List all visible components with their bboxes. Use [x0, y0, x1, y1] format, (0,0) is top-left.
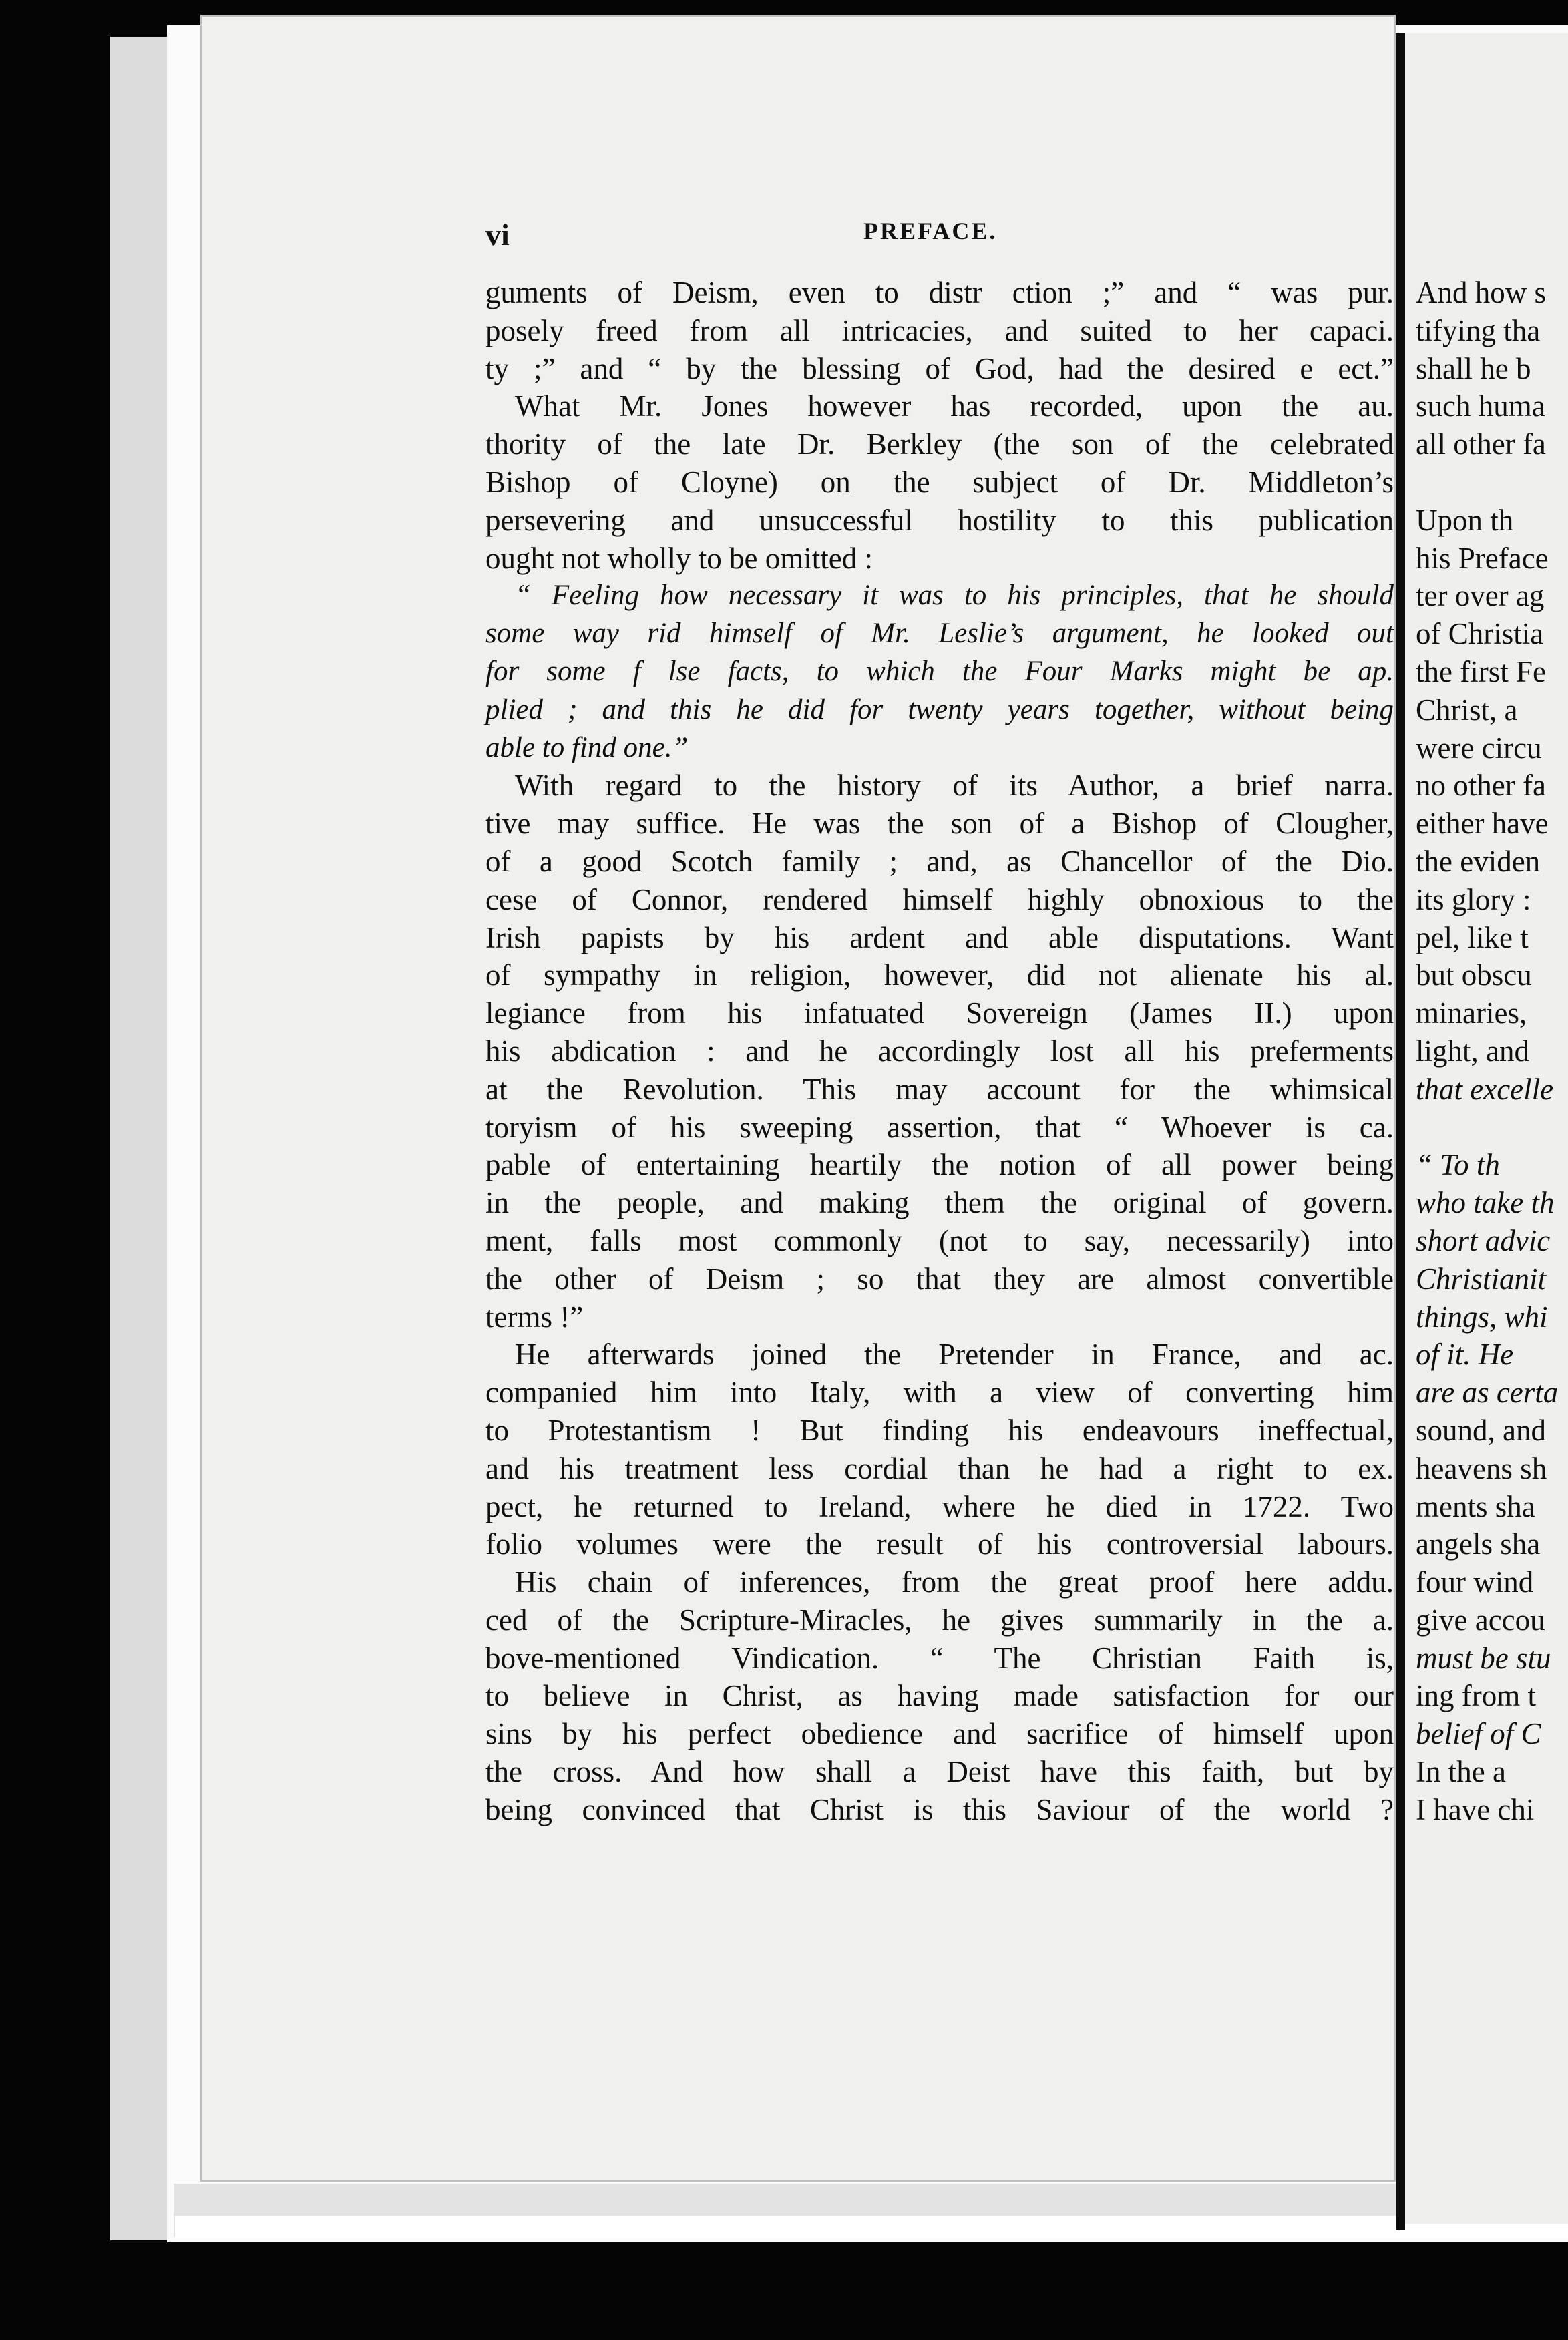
page-number: vi: [485, 218, 510, 252]
text-line: toryism of his sweeping assertion, that “ Whoever is ca.: [485, 1110, 1394, 1144]
text-line: ty ;” and “ by the blessing of God, had the desired e ect.”: [485, 351, 1394, 385]
right-page-line: no other fa: [1416, 769, 1546, 803]
right-page-line: the first Fe: [1416, 654, 1546, 689]
right-page-text: [1416, 274, 1568, 1829]
right-page-line: ing from t: [1416, 1679, 1536, 1713]
right-page-line: shall he b: [1416, 351, 1531, 385]
text-line: some way rid himself of Mr. Leslie’s argument, he looked out: [485, 618, 1394, 650]
text-line: Bishop of Cloyne) on the subject of Dr. Middleton’s: [485, 465, 1394, 499]
right-page-line: give accou: [1416, 1603, 1545, 1637]
right-page-line: Upon th: [1416, 503, 1514, 537]
text-line: to Protestantism ! But finding his endeavours ineffectual,: [485, 1413, 1394, 1447]
text-line: guments of Deism, even to distr ction ;” and “ was pur.: [485, 276, 1394, 309]
right-page-line: Christ, a: [1416, 693, 1518, 727]
right-page-line: all other fa: [1416, 427, 1546, 461]
text-line: He afterwards joined the Pretender in France, and ac.: [515, 1338, 1394, 1372]
text-line: able to find one.”: [485, 731, 689, 763]
text-line: to believe in Christ, as having made satisfaction for our: [485, 1679, 1394, 1713]
text-line: pable of entertaining heartily the notion of all power being: [485, 1148, 1394, 1182]
text-line: cese of Connor, rendered himself highly obnoxious to the: [485, 882, 1394, 916]
right-page-line: In the a: [1416, 1755, 1506, 1789]
text-line: thority of the late Dr. Berkley (the son of the celebrated: [485, 427, 1394, 461]
text-line: His chain of inferences, from the great proof here addu.: [515, 1565, 1394, 1599]
right-page-line: [1416, 463, 1568, 502]
text-line: tive may suffice. He was the son of a Bishop of Clougher,: [485, 807, 1394, 841]
right-page-line: four wind: [1416, 1565, 1534, 1599]
text-line: Irish papists by his ardent and able disputations. Want: [485, 920, 1394, 954]
right-page-line: “ To th: [1416, 1148, 1500, 1182]
text-line: ought not wholly to be omitted :: [485, 541, 873, 575]
text-line: of sympathy in religion, however, did not alienate his al.: [485, 958, 1394, 992]
text-line: What Mr. Jones however has recorded, upon the au.: [515, 389, 1394, 423]
text-line: ment, falls most commonly (not to say, necessarily) into: [485, 1223, 1394, 1257]
right-page-line: that excelle: [1416, 1072, 1554, 1106]
running-head: PREFACE.: [863, 218, 998, 244]
page-stack-edge: [175, 2216, 1568, 2238]
text-line: ced of the Scripture-Miracles, he gives summarily in the a.: [485, 1603, 1394, 1637]
right-page-line: ments sha: [1416, 1489, 1535, 1523]
right-page-line: are as certa: [1416, 1376, 1559, 1410]
text-line: and his treatment less cordial than he had a right to ex.: [485, 1451, 1394, 1485]
main-text-block: [485, 274, 1394, 1829]
text-line: terms !”: [485, 1300, 584, 1334]
right-page-line: And how s: [1416, 276, 1547, 309]
text-line: posely freed from all intricacies, and suited to her capaci.: [485, 313, 1394, 347]
text-line: his abdication : and he accordingly lost all his preferments: [485, 1034, 1394, 1068]
right-page-line: must be stu: [1416, 1641, 1551, 1675]
text-line: at the Revolution. This may account for the whimsical: [485, 1072, 1394, 1106]
right-page-line: tifying tha: [1416, 313, 1541, 347]
right-page-line: [1416, 1109, 1568, 1147]
right-page-line: such huma: [1416, 389, 1545, 423]
text-line: of a good Scotch family ; and, as Chancellor of the Dio.: [485, 844, 1394, 878]
book-gutter: [1396, 33, 1405, 2230]
right-page-line: sound, and: [1416, 1413, 1546, 1447]
right-page-line: its glory :: [1416, 882, 1531, 916]
right-page-line: the eviden: [1416, 844, 1541, 878]
right-page-line: belief of C: [1416, 1717, 1541, 1751]
text-line: persevering and unsuccessful hostility to this publication: [485, 503, 1394, 537]
text-line: bove-mentioned Vindication. “ The Christian Faith is,: [485, 1641, 1394, 1675]
right-page-line: light, and: [1416, 1034, 1529, 1068]
right-page-line: short advic: [1416, 1223, 1551, 1257]
right-page-line: pel, like t: [1416, 920, 1529, 954]
right-page-line: of it. He: [1416, 1338, 1514, 1372]
right-page-line: angels sha: [1416, 1527, 1541, 1561]
text-line: legiance from his infatuated Sovereign (James II.) upon: [485, 996, 1394, 1030]
text-line: the other of Deism ; so that they are almost convertible: [485, 1261, 1394, 1296]
text-line: With regard to the history of its Author, a brief narra.: [515, 769, 1394, 803]
right-page-line: things, whi: [1416, 1300, 1548, 1334]
text-line: for some f lse facts, to which the Four Marks might be ap.: [485, 655, 1394, 687]
right-page-line: either have: [1416, 807, 1549, 841]
text-line: sins by his perfect obedience and sacrifice of himself upon: [485, 1717, 1394, 1751]
right-page-line: Christianit: [1416, 1261, 1547, 1296]
text-line: in the people, and making them the original of govern.: [485, 1186, 1394, 1220]
right-page-line: of Christia: [1416, 617, 1544, 651]
right-page-line: ter over ag: [1416, 579, 1545, 613]
text-line: being convinced that Christ is this Saviour of the world ?: [485, 1792, 1394, 1826]
right-page-line: who take th: [1416, 1186, 1555, 1220]
text-line: plied ; and this he did for twenty years together, without being: [485, 693, 1394, 725]
text-line: pect, he returned to Ireland, where he died in 1722. Two: [485, 1489, 1394, 1523]
text-line: folio volumes were the result of his controversial labours.: [485, 1527, 1394, 1561]
text-line: “ Feeling how necessary it was to his principles, that he should: [515, 580, 1394, 612]
right-page-line: heavens sh: [1416, 1451, 1547, 1485]
right-page-line: I have chi: [1416, 1792, 1535, 1826]
right-page-line: were circu: [1416, 731, 1542, 765]
text-line: the cross. And how shall a Deist have this faith, but by: [485, 1755, 1394, 1789]
text-line: companied him into Italy, with a view of converting him: [485, 1376, 1394, 1410]
right-page-line: but obscu: [1416, 958, 1532, 992]
right-page-line: minaries,: [1416, 996, 1527, 1030]
right-page-line: his Preface: [1416, 541, 1549, 575]
